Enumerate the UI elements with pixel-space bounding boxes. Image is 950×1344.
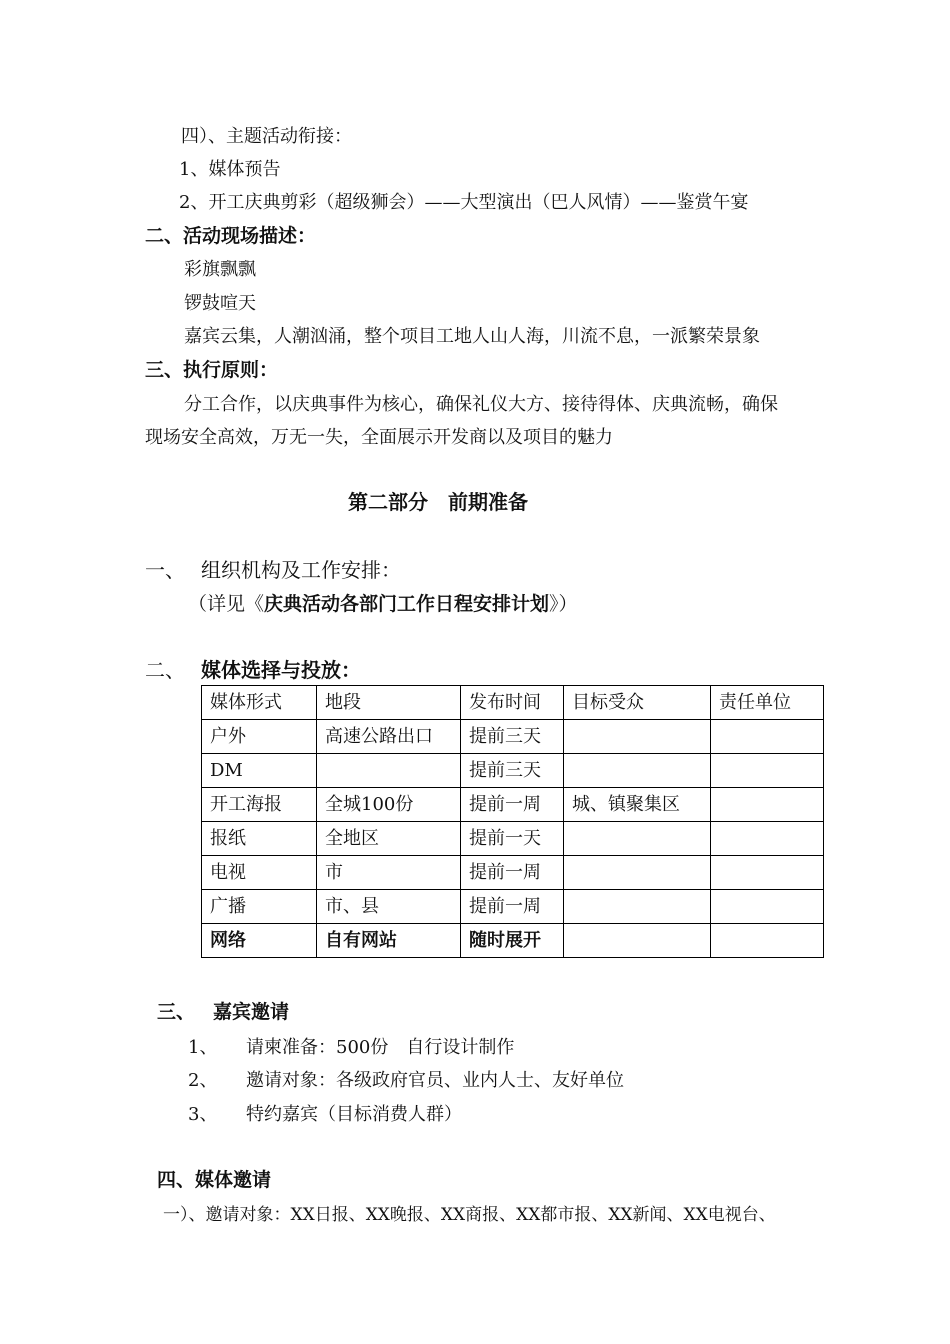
table-cell: 随时展开 [461,924,564,958]
table-cell [564,754,711,788]
part2-title: 第二部分 前期准备 [348,490,528,514]
guest-item-number: 2、 [188,1070,218,1091]
header-cell: 地段 [317,686,461,720]
table-cell [711,856,824,890]
header-cell: 责任单位 [711,686,824,720]
org-heading: 组织机构及工作安排： [201,558,401,582]
guest-item-number: 1、 [188,1037,218,1058]
table-cell [711,754,824,788]
guest-item-text: 邀请对象：各级政府官员、业内人士、友好单位 [246,1070,624,1091]
principle-paragraph-line-2: 现场安全高效，万无一失，全面展示开发商以及项目的魅力 [145,427,613,448]
scene-line-2: 锣鼓喧天 [184,293,256,314]
org-note-doc-title: 庆典活动各部门工作日程安排计划 [264,593,550,615]
table-row [202,822,824,856]
table-cell [564,890,711,924]
table-cell: 提前三天 [461,754,564,788]
table-cell [564,720,711,754]
press-heading: 四、媒体邀请 [157,1169,272,1191]
table-cell: 城、镇聚集区 [564,788,711,822]
table-row [202,856,824,890]
sec4-item-2: 2、开工庆典剪彩（超级狮会）——大型演出（巴人风情）——鉴赏午宴 [179,192,749,213]
table-cell: 自有网站 [317,924,461,958]
table-cell: 户外 [202,720,317,754]
scene-line-3: 嘉宾云集，人潮汹涌，整个项目工地人山人海，川流不息，一派繁荣景象 [184,326,760,347]
org-note [188,592,578,616]
guest-item-number: 3、 [188,1104,218,1125]
guests-number: 三、 [157,1001,196,1023]
table-cell: 提前一天 [461,822,564,856]
sec4-heading: 四）、主题活动衔接： [181,126,352,147]
org-number: 一、 [145,558,185,582]
table-cell [711,788,824,822]
table-cell: 网络 [202,924,317,958]
table-cell: 全城100份 [317,788,461,822]
table-cell: 报纸 [202,822,317,856]
table-cell [711,720,824,754]
table-cell [317,754,461,788]
media-table [201,685,824,958]
scene-line-1: 彩旗飘飘 [184,259,256,280]
scene-heading: 二、活动现场描述： [145,225,317,247]
table-row [202,720,824,754]
table-cell [711,924,824,958]
table-row [202,890,824,924]
table-cell [564,822,711,856]
principle-heading: 三、执行原则： [145,359,279,381]
table-row [202,788,824,822]
table-row [202,924,824,958]
media-table-header-row [202,686,824,720]
table-cell: 电视 [202,856,317,890]
table-cell [564,924,711,958]
guest-item-text: 请柬准备：500份 自行设计制作 [246,1037,515,1058]
org-note-close: 》） [549,593,578,615]
table-cell [711,890,824,924]
principle-paragraph-line-1: 分工合作，以庆典事件为核心，确保礼仪大方、接待得体、庆典流畅，确保 [184,394,778,415]
table-cell: DM [202,754,317,788]
table-cell: 全地区 [317,822,461,856]
table-row [202,754,824,788]
header-cell: 媒体形式 [202,686,317,720]
org-note-open: （详见《 [188,593,265,615]
header-cell: 发布时间 [461,686,564,720]
guests-heading: 嘉宾邀请 [213,1001,290,1023]
table-cell: 市、县 [317,890,461,924]
table-cell: 市 [317,856,461,890]
table-cell: 提前三天 [461,720,564,754]
guest-item-text: 特约嘉宾（目标消费人群） [246,1104,462,1125]
table-cell: 提前一周 [461,890,564,924]
table-cell: 开工海报 [202,788,317,822]
table-cell [711,822,824,856]
table-cell: 高速公路出口 [317,720,461,754]
press-invitees-line: 一）、邀请对象：XX日报、XX晚报、XX商报、XX都市报、XX新闻、XX电视台、 [163,1205,776,1225]
sec4-item-1: 1、媒体预告 [179,159,281,180]
header-cell: 目标受众 [564,686,711,720]
table-cell [564,856,711,890]
table-cell: 提前一周 [461,788,564,822]
media-heading: 媒体选择与投放： [201,658,361,682]
table-cell: 广播 [202,890,317,924]
table-cell: 提前一周 [461,856,564,890]
media-number: 二、 [145,658,185,682]
